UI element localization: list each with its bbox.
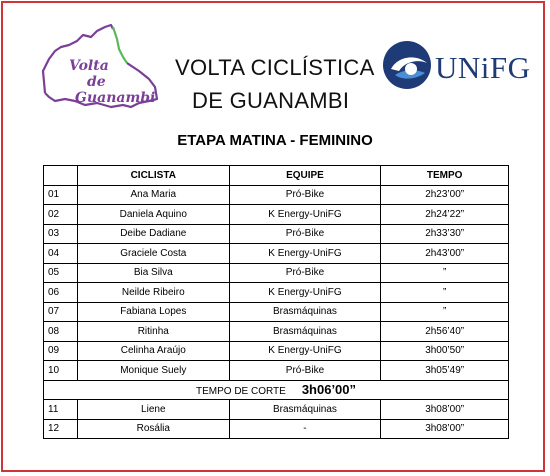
logo-word-1: Volta (69, 58, 109, 74)
cell-team: Brasmáquinas (229, 400, 381, 420)
cell-team: Brasmáquinas (229, 322, 381, 342)
cell-number: 07 (44, 302, 78, 322)
unifg-wordmark: UNiFG (435, 50, 531, 85)
cell-number: 11 (44, 400, 78, 420)
page-frame (1, 1, 545, 472)
stage-title: ETAPA MATINA - FEMININO (177, 132, 373, 149)
table-row (44, 283, 509, 303)
logo-word-2: de (87, 74, 106, 90)
cell-team: Brasmáquinas (229, 302, 381, 322)
cell-time: 2h24’22” (381, 205, 509, 225)
cutoff-label: TEMPO DE CORTE (195, 386, 286, 398)
table-row (44, 400, 509, 420)
cell-team: Pró-Bike (229, 224, 381, 244)
cell-time: 2h33’30” (381, 224, 509, 244)
header-cyclist: CICLISTA (77, 166, 229, 186)
cell-number: 08 (44, 322, 78, 342)
table-row (44, 185, 509, 205)
table-row (44, 224, 509, 244)
cell-cyclist: Ritinha (77, 322, 229, 342)
table-row (44, 205, 509, 225)
cell-time: 2h43’00” (381, 244, 509, 264)
cell-cyclist: Ana Maria (77, 185, 229, 205)
cell-team: - (229, 419, 381, 439)
cell-cyclist: Celinha Araújo (77, 341, 229, 361)
header-team: EQUIPE (229, 166, 381, 186)
table-row (44, 341, 509, 361)
cell-cyclist: Bia Silva (77, 263, 229, 283)
cell-team: Pró-Bike (229, 361, 381, 381)
cell-team: Pró-Bike (229, 185, 381, 205)
cell-cyclist: Fabiana Lopes (77, 302, 229, 322)
table-row (44, 361, 509, 381)
cutoff-cell (44, 380, 509, 400)
table-row (44, 263, 509, 283)
unifg-logo (381, 37, 533, 93)
cell-team: K Energy-UniFG (229, 283, 381, 303)
cell-number: 02 (44, 205, 78, 225)
event-title-line2: DE GUANAMBI (192, 88, 350, 113)
cell-number: 05 (44, 263, 78, 283)
cell-time: 3h05’49” (381, 361, 509, 381)
cell-time: ” (381, 302, 509, 322)
cell-time: 3h00’50” (381, 341, 509, 361)
cell-time: ” (381, 263, 509, 283)
table-header-row (44, 166, 509, 186)
table-row (44, 322, 509, 342)
cell-time: 2h23’00” (381, 185, 509, 205)
header-time: TEMPO (381, 166, 509, 186)
cutoff-row (44, 380, 509, 400)
header-number (44, 166, 78, 186)
table-row (44, 302, 509, 322)
logo-word-3: Guanambi (75, 90, 156, 106)
cell-cyclist: Deibe Dadiane (77, 224, 229, 244)
event-title-line1: VOLTA CICLÍSTICA (175, 55, 375, 80)
cell-team: K Energy-UniFG (229, 341, 381, 361)
cell-cyclist: Daniela Aquino (77, 205, 229, 225)
cell-time: 2h56’40” (381, 322, 509, 342)
cell-team: K Energy-UniFG (229, 205, 381, 225)
cell-cyclist: Neilde Ribeiro (77, 283, 229, 303)
cell-cyclist: Monique Suely (77, 361, 229, 381)
results-table (43, 165, 509, 439)
cell-number: 04 (44, 244, 78, 264)
cell-time: ” (381, 283, 509, 303)
cell-number: 01 (44, 185, 78, 205)
cell-cyclist: Liene (77, 400, 229, 420)
table-row (44, 419, 509, 439)
cell-team: Pró-Bike (229, 263, 381, 283)
cell-number: 10 (44, 361, 78, 381)
cell-time: 3h08’00” (381, 419, 509, 439)
cell-time: 3h08’00” (381, 400, 509, 420)
cell-number: 06 (44, 283, 78, 303)
cell-number: 09 (44, 341, 78, 361)
cell-cyclist: Rosália (77, 419, 229, 439)
cell-number: 12 (44, 419, 78, 439)
unifg-swirl-icon (381, 39, 433, 91)
table-row (44, 244, 509, 264)
cell-cyclist: Graciele Costa (77, 244, 229, 264)
volta-de-guanambi-logo (39, 19, 163, 111)
cell-number: 03 (44, 224, 78, 244)
cutoff-value: 3h06’00” (301, 382, 357, 398)
cell-team: K Energy-UniFG (229, 244, 381, 264)
